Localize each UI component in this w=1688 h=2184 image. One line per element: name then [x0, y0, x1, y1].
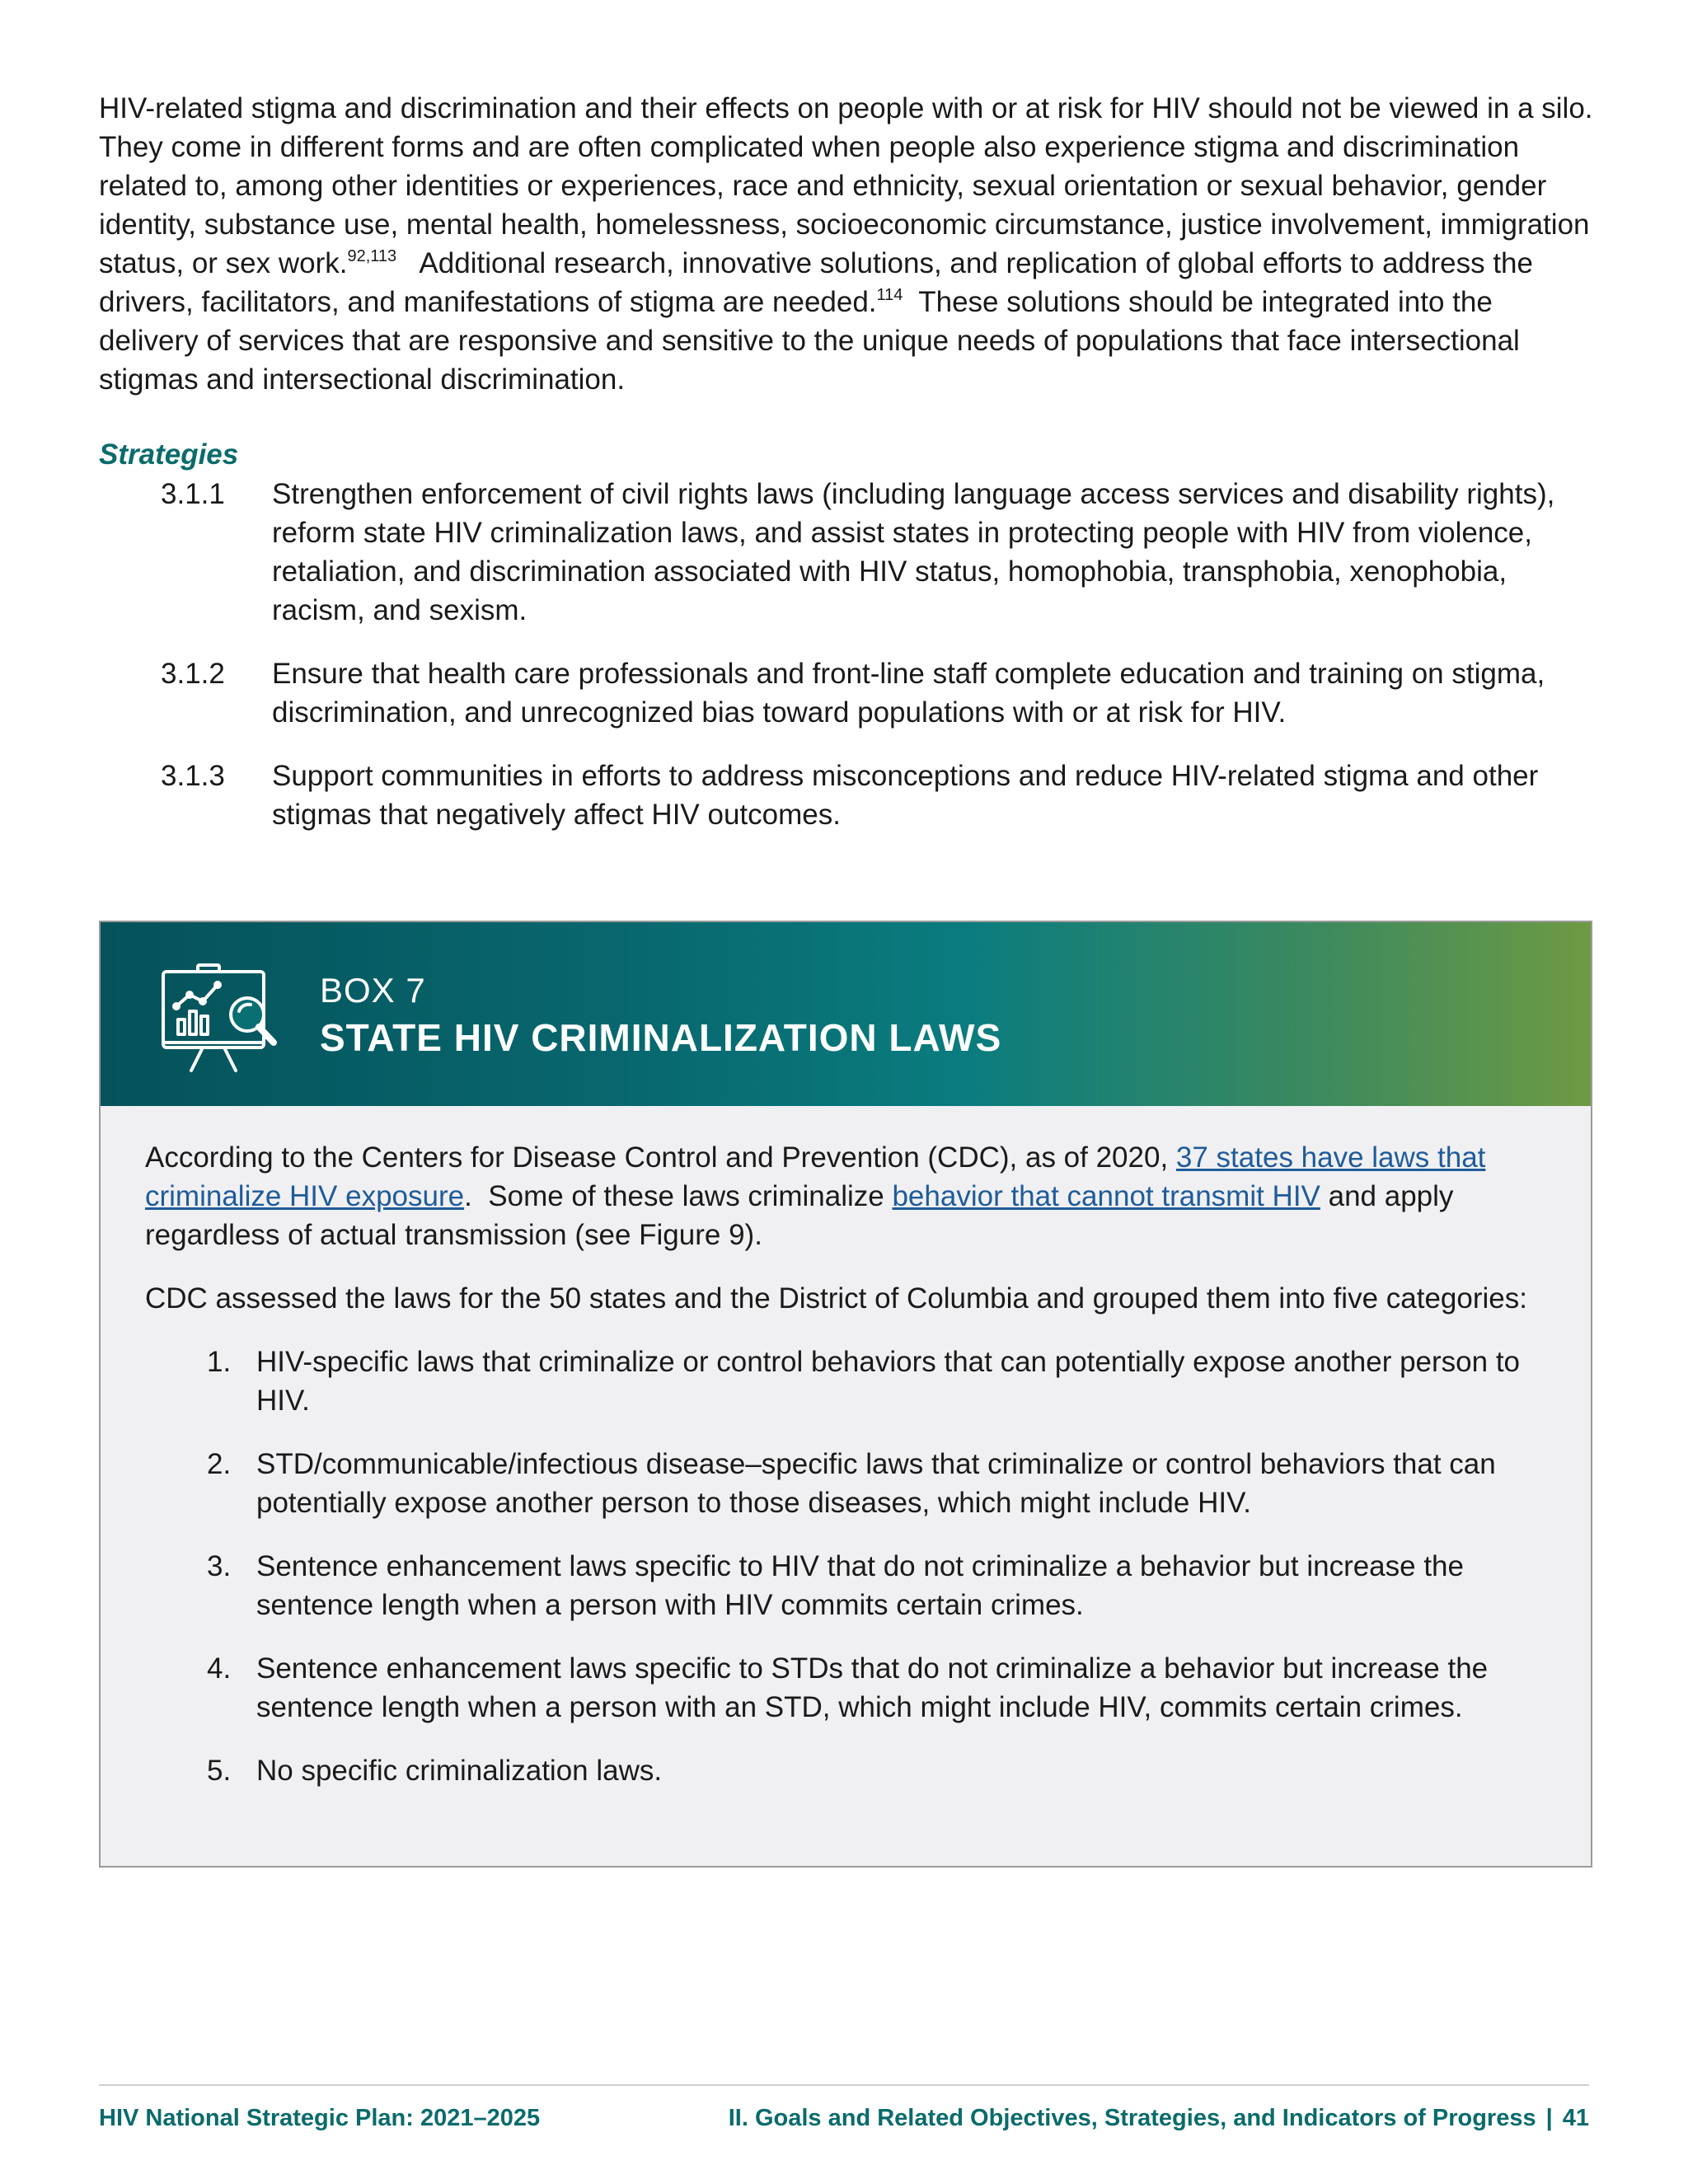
intro-text-1: HIV-related stigma and discrimination and their effects on people with or at risk for HIV should not be viewed in a silo. They come in different forms and are often complicated when people also experience stigma and discrimination related to, among other identities or experiences, race and ethnicity, sexual orientation or sexual behavior, gender identity, substance use, mental health, homelessness, socioeconomic circumstance, justice involvement, immigration status, or sex work.	[99, 92, 1593, 279]
list-text: Sentence enhancement laws specific to HIV that do not criminalize a behavior but increase the sentence length when a person with HIV commits certain crimes.	[256, 1550, 1464, 1621]
list-item	[145, 1751, 1546, 1790]
list-number: 4.	[207, 1652, 232, 1685]
citation-92-113[interactable]: 92,113	[347, 247, 397, 265]
strategy-item	[99, 757, 1599, 834]
strategy-item	[99, 654, 1599, 732]
list-text: Sentence enhancement laws specific to STDs that do not criminalize a behavior but increase the sentence length when a person with an STD, which might include HIV, commits certain crimes.	[256, 1652, 1489, 1723]
box-body	[145, 1138, 1546, 1815]
intro-text-2: Additional research, innovative solutions, and replication of global efforts to address the drivers, facilitators, and manifestations of stigma are needed.	[99, 247, 1541, 318]
category-list	[145, 1343, 1546, 1790]
list-text: HIV-specific laws that criminalize or control behaviors that can potentially expose another person to HIV.	[256, 1346, 1521, 1417]
list-number: 1.	[207, 1346, 232, 1378]
list-text: No specific criminalization laws.	[256, 1755, 663, 1787]
box-label: BOX 7	[320, 971, 426, 1010]
presentation-chart-magnifier-icon	[160, 963, 279, 1075]
box-header	[101, 922, 1591, 1106]
footer-section	[729, 2103, 1589, 2133]
intro-text-3: These solutions should be integrated into the delivery of services that are responsive and sensitive to the unique needs of populations that face intersectional stigmas and intersectional discrimination.	[99, 286, 1528, 396]
footer-document-title: HIV National Strategic Plan: 2021–2025	[99, 2105, 541, 2131]
box-title: STATE HIV CRIMINALIZATION LAWS	[320, 1016, 1002, 1059]
strategy-number: 3.1.2	[161, 658, 225, 690]
box-text: . Some of these laws criminalize	[464, 1180, 893, 1212]
footer-divider	[99, 2084, 1589, 2086]
list-number: 3.	[207, 1550, 232, 1582]
strategy-text: Strengthen enforcement of civil rights laws (including language access services and disability rights), reform state HIV criminalization laws, and assist states in protecting people with HIV from violence, retaliation, and discrimination associated with HIV status, homophobia, transphobia, xenophobia, racism, and sexism.	[272, 478, 1555, 626]
link-37-states-laws[interactable]: 37 states have laws that criminalize HIV exposure	[145, 1141, 1486, 1212]
list-item	[145, 1547, 1546, 1624]
strategy-number: 3.1.3	[161, 760, 225, 792]
strategy-number: 3.1.1	[161, 478, 225, 510]
list-item	[145, 1445, 1546, 1522]
list-item	[145, 1343, 1546, 1420]
footer-separator: |	[1545, 2105, 1553, 2131]
list-text: STD/communicable/infectious disease–specific laws that criminalize or control behaviors that can potentially expose another person to those diseases, which might include HIV.	[256, 1448, 1496, 1519]
strategy-text: Ensure that health care professionals and front-line staff complete education and training on stigma, discrimination, and unrecognized bias toward populations with or at risk for HIV.	[272, 658, 1545, 729]
box-7-callout	[99, 921, 1592, 1868]
link-behavior-cannot-transmit[interactable]: behavior that cannot transmit HIV	[892, 1180, 1320, 1212]
box-paragraph-categories-intro: CDC assessed the laws for the 50 states and the District of Columbia and grouped them into five categories:	[145, 1282, 1527, 1315]
strategy-list	[99, 475, 1599, 859]
footer-section-title: II. Goals and Related Objectives, Strategies, and Indicators of Progress	[728, 2105, 1536, 2131]
strategy-text: Support communities in efforts to address misconceptions and reduce HIV-related stigma and other stigmas that negatively affect HIV outcomes.	[272, 760, 1539, 831]
box-text: According to the Centers for Disease Control and Prevention (CDC), as of 2020,	[145, 1141, 1176, 1174]
strategy-item	[99, 475, 1599, 630]
box-text: and apply regardless of actual transmission (see Figure 9).	[145, 1180, 1454, 1251]
strategies-heading: Strategies	[99, 438, 239, 471]
intro-paragraph	[99, 89, 1599, 399]
box-paragraph-cdc	[145, 1138, 1546, 1254]
citation-114[interactable]: 114	[876, 286, 903, 304]
list-number: 2.	[207, 1448, 232, 1480]
list-item	[145, 1649, 1546, 1727]
list-number: 5.	[207, 1755, 232, 1787]
page-number: 41	[1562, 2105, 1589, 2131]
